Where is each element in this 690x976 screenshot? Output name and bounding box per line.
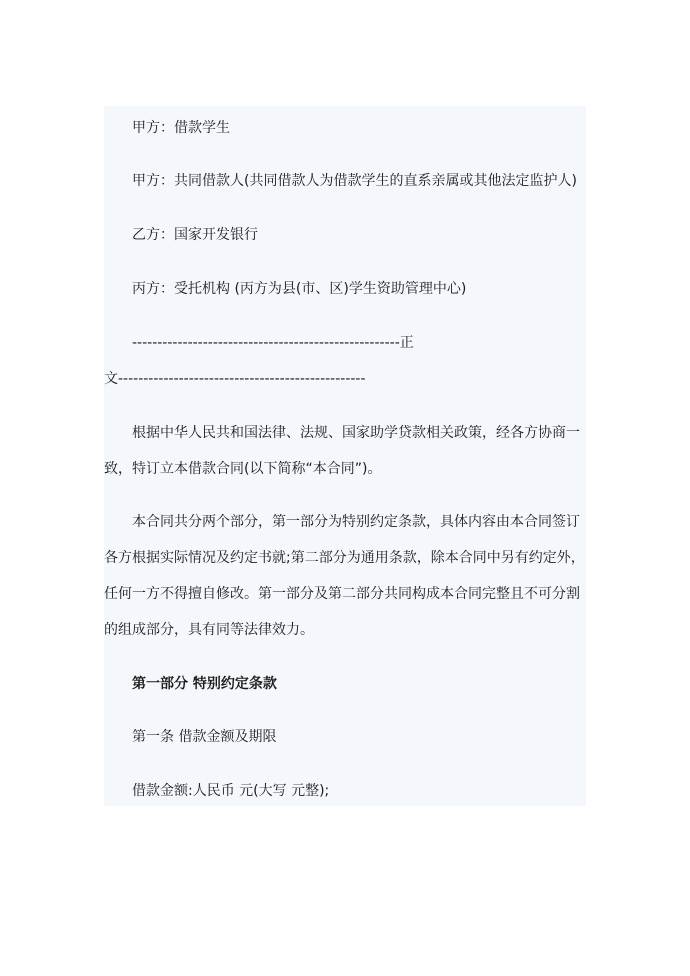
document-content-block [104, 106, 586, 806]
intro-paragraph-line-2: 致，特订立本借款合同(以下简称“本合同”)。 [104, 461, 382, 477]
separator-line-2: 文------------------------------------------------- [104, 371, 366, 387]
part-one-heading: 第一部分 特别约定条款 [132, 676, 277, 692]
party-b: 乙方：国家开发银行 [132, 227, 258, 243]
structure-paragraph-line-3: 任何一方不得擅自修改。第一部分及第二部分共同构成本合同完整且不可分割 [104, 586, 580, 602]
party-a-student: 甲方：借款学生 [132, 120, 230, 136]
separator-line-1: -----------------------------------------------------正 [132, 335, 414, 351]
structure-paragraph-line-4: 的组成部分，具有同等法律效力。 [104, 622, 314, 638]
party-a-co-borrower: 甲方：共同借款人(共同借款人为借款学生的直系亲属或其他法定监护人) [132, 173, 577, 189]
intro-paragraph-line-1: 根据中华人民共和国法律、法规、国家助学贷款相关政策，经各方协商一 [132, 425, 580, 441]
structure-paragraph-line-1: 本合同共分两个部分，第一部分为特别约定条款，具体内容由本合同签订 [132, 514, 580, 530]
loan-amount-line: 借款金额:人民币 元(大写 元整); [132, 783, 330, 799]
party-c: 丙方：受托机构 (丙方为县(市、区)学生资助管理中心) [132, 281, 467, 297]
structure-paragraph-line-2: 各方根据实际情况及约定书就;第二部分为通用条款，除本合同中另有约定外， [104, 550, 585, 566]
article-one-heading: 第一条 借款金额及期限 [132, 729, 277, 745]
